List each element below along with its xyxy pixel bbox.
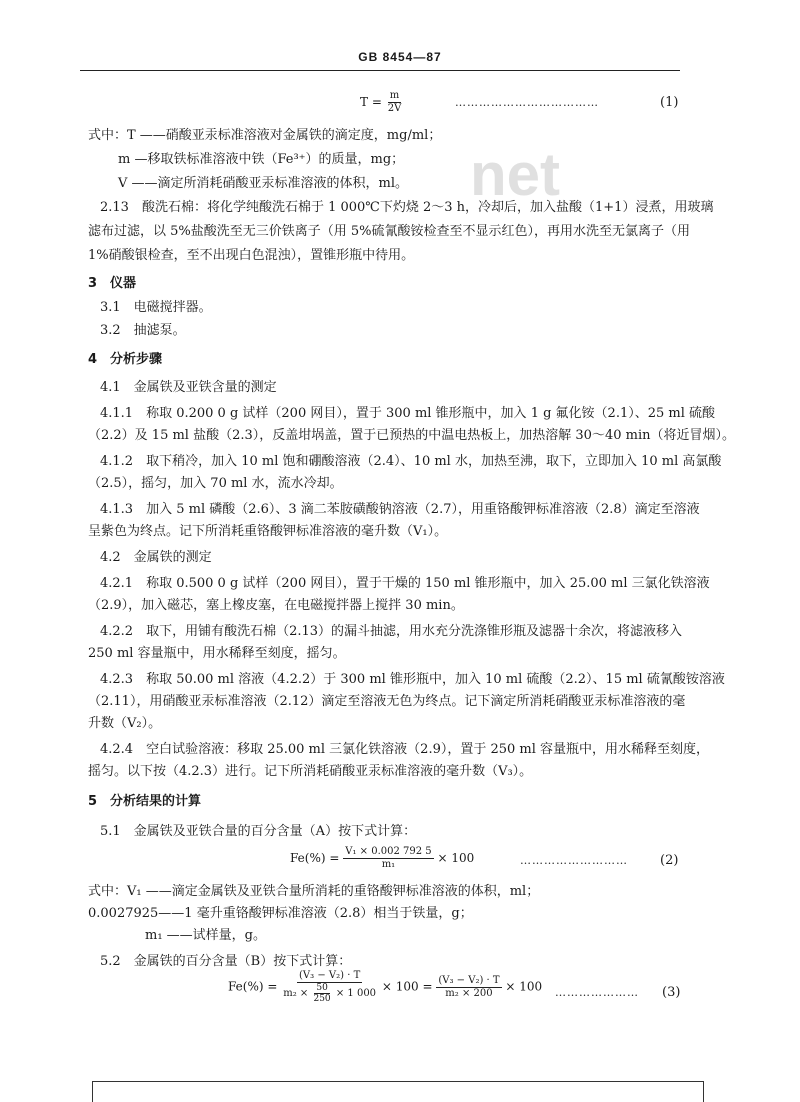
clause-2-13-line-2: 滤布过滤，以 5%盐酸洗至无三价铁离子（用 5%硫氰酸铵检查至不显示红色），再用水洗至无氯离子（用: [88, 224, 691, 239]
clause-4-2-1-line-2: （2.9），加入磁芯，塞上橡皮塞，在电磁搅拌器上搅拌 30 min。: [88, 598, 464, 613]
formula-3-denominator-1: [281, 983, 378, 1004]
clause-4-2-3-line-2: （2.11），用硝酸亚汞标准溶液（2.12）滴定至溶液无色为终点。记下滴定所消耗硝酸亚汞标准溶液的毫: [88, 694, 686, 709]
formula-3-inner-fraction: [311, 983, 332, 1004]
clause-4-2: 4.2 金属铁的测定: [100, 550, 212, 565]
formula-3-mid: × 100 =: [381, 979, 433, 994]
formula-3-numerator-1: (V₃ − V₂) · T: [299, 970, 361, 981]
formula-1-denominator: 2V: [387, 103, 402, 114]
formula-2: [290, 846, 474, 871]
formula-3-inner-numerator: 50: [316, 983, 328, 993]
formula-3-den1-a: m₂ ×: [283, 988, 309, 999]
header-rule: [80, 70, 680, 71]
footer-frame: [92, 1081, 704, 1102]
formula-3-numerator-2: (V₃ − V₂) · T: [438, 974, 500, 986]
standard-number: GB 8454—87: [358, 50, 442, 64]
formula-1-lhs: T =: [360, 95, 382, 109]
clause-2-13-line-1: 2.13 酸洗石棉：将化学纯酸洗石棉于 1 000℃下灼烧 2～3 h，冷却后，加入盐酸（1+1）浸煮，用玻璃: [100, 200, 714, 215]
clause-3-2: 3.2 抽滤泵。: [100, 323, 186, 338]
formula-3-lhs: Fe(%) =: [228, 979, 278, 994]
formula-3-leader-dots: …………………: [555, 986, 639, 999]
clause-4-2-1-line-1: 4.2.1 称取 0.500 0 g 试样（200 网目），置于干燥的 150 ml 锥形瓶中，加入 25.00 ml 三氯化铁溶液: [100, 576, 710, 591]
formula-2-number: (2): [660, 853, 679, 868]
formula-3-number: (3): [662, 985, 681, 1000]
formula-3-tail: × 100: [505, 979, 543, 994]
formula-3-den1-b: × 1 000: [335, 988, 377, 999]
where1-line-1: 式中：T ——硝酸亚汞标准溶液对金属铁的滴定度，mg/ml；: [88, 128, 442, 143]
formula-3-fraction-2: [436, 975, 501, 1000]
formula-1-leader-dots: ………………………………: [455, 96, 599, 109]
formula-3-fraction-1: [281, 970, 378, 1004]
clause-4-2-3-line-1: 4.2.3 称取 50.00 ml 溶液（4.2.2）于 300 ml 锥形瓶中，加入 10 ml 硫酸（2.2）、15 ml 硫氰酸铵溶液: [100, 672, 725, 687]
where1-line-3: V ——滴定所消耗硝酸亚汞标准溶液的体积，ml。: [118, 176, 409, 191]
clause-4-2-2-line-1: 4.2.2 取下，用铺有酸洗石棉（2.13）的漏斗抽滤，用水充分洗涤锥形瓶及滤器十余次，将滤液移入: [100, 624, 683, 639]
clause-4-1-1-line-2: （2.2）及 15 ml 盐酸（2.3），反盖坩埚盖，置于已预热的中温电热板上，加热溶解 30～40 min（将近冒烟）。: [88, 428, 735, 443]
formula-3-denominator-2: m₂ × 200: [445, 987, 493, 999]
formula-1: [360, 90, 403, 115]
section-3-heading: 3 仪器: [88, 276, 137, 291]
clause-4-1-2-line-1: 4.1.2 取下稍冷，加入 10 ml 饱和硼酸溶液（2.4）、10 ml 水，加热至沸，取下，立即加入 10 ml 高氯酸: [100, 454, 722, 469]
clause-4-2-3-line-3: 升数（V₂）。: [88, 716, 162, 731]
where2-line-2: 0.0027925——1 毫升重铬酸钾标准溶液（2.8）相当于铁量，g；: [88, 906, 473, 921]
formula-3: [228, 970, 542, 1004]
formula-2-leader-dots: ………………………: [520, 854, 628, 867]
clause-2-13-line-3: 1%硝酸银检查，至不出现白色混浊），置锥形瓶中待用。: [88, 248, 415, 263]
clause-4-2-4-line-2: 摇匀。以下按（4.2.3）进行。记下所消耗硝酸亚汞标准溶液的毫升数（V₃）。: [88, 764, 533, 779]
formula-2-denominator: m₁: [381, 859, 396, 870]
clause-4-2-4-line-1: 4.2.4 空白试验溶液：移取 25.00 ml 三氯化铁溶液（2.9），置于 250 ml 容量瓶中，用水稀释至刻度，: [100, 742, 710, 757]
clause-5-2: 5.2 金属铁的百分含量（B）按下式计算：: [100, 954, 352, 969]
clause-4-1-3-line-2: 呈紫色为终点。记下所消耗重铬酸钾标准溶液的毫升数（V₁）。: [88, 524, 448, 539]
formula-1-number: (1): [660, 95, 679, 110]
clause-4-1-1-line-1: 4.1.1 称取 0.200 0 g 试样（200 网目），置于 300 ml 锥形瓶中，加入 1 g 氟化铵（2.1）、25 ml 硫酸: [100, 406, 716, 421]
section-5-heading: 5 分析结果的计算: [88, 794, 202, 809]
clause-4-1-2-line-2: （2.5），摇匀，加入 70 ml 水，流水冷却。: [88, 476, 343, 491]
formula-2-fraction: [343, 846, 433, 871]
formula-3-inner-denominator: 250: [313, 994, 331, 1004]
clause-4-2-2-line-2: 250 ml 容量瓶中，用水稀释至刻度，摇匀。: [88, 646, 346, 661]
clause-4-1: 4.1 金属铁及亚铁含量的测定: [100, 380, 277, 395]
where1-line-2: m —移取铁标准溶液中铁（Fe³⁺）的质量，mg；: [118, 152, 405, 167]
watermark: net: [470, 141, 560, 208]
where2-line-3: m₁ ——试样量，g。: [145, 928, 266, 943]
formula-2-lhs: Fe(%) =: [290, 851, 340, 865]
clause-3-1: 3.1 电磁搅拌器。: [100, 300, 212, 315]
formula-1-numerator: m: [389, 90, 400, 101]
formula-1-fraction: [386, 90, 404, 115]
where2-line-1: 式中：V₁ ——滴定金属铁及亚铁合量所消耗的重铬酸钾标准溶液的体积，ml；: [88, 884, 540, 899]
clause-4-1-3-line-1: 4.1.3 加入 5 ml 磷酸（2.6）、3 滴二苯胺磺酸钠溶液（2.7），用重铬酸钾标准溶液（2.8）滴定至溶液: [100, 502, 700, 517]
formula-2-tail: × 100: [437, 851, 475, 865]
formula-2-numerator: V₁ × 0.002 792 5: [345, 846, 432, 857]
section-4-heading: 4 分析步骤: [88, 352, 163, 367]
clause-5-1: 5.1 金属铁及亚铁合量的百分含量（A）按下式计算：: [100, 824, 417, 839]
